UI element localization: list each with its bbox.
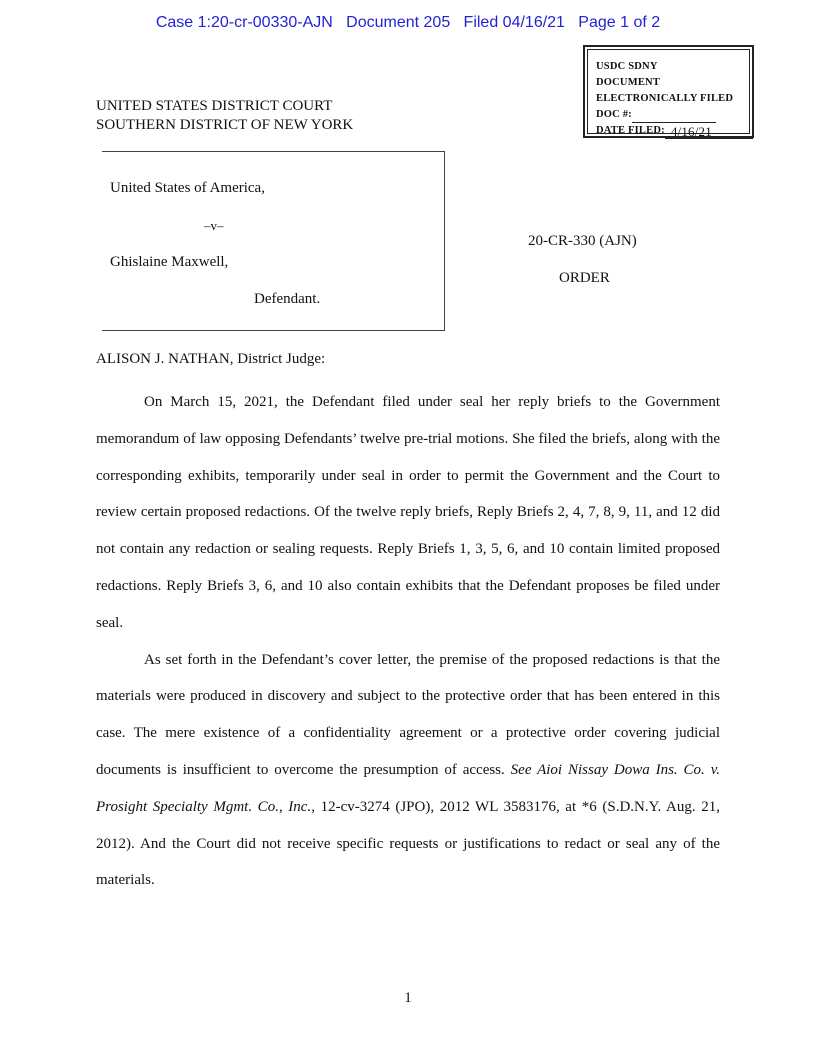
case-number: 20-CR-330 (AJN): [528, 233, 637, 249]
stamp-doc-label: DOC #:: [596, 109, 632, 120]
case-citation: See Aioi Nissay Dowa Ins. Co. v. Prosight Specialty Mgmt. Co., Inc.: [96, 761, 720, 815]
stamp-court-line: USDC SDNY: [596, 61, 658, 72]
stamp-date-label: DATE FILED:: [596, 125, 665, 136]
caption-plaintiff: United States of America,: [110, 180, 265, 196]
caption-defendant-name: Ghislaine Maxwell,: [110, 254, 229, 270]
stamp-electronic-line: ELECTRONICALLY FILED: [596, 93, 734, 104]
court-district-line: SOUTHERN DISTRICT OF NEW YORK: [96, 117, 354, 133]
paragraph-2-text-a: As set forth in the Defendant’s cover letter, the premise of the proposed redactions is that the materials were produced in discovery and subject to the protective order that has been entered in this case. The mere existence of a confidentiality agreement or a protective order covering judicial documents is insufficient to overcome the presumption of access.: [96, 651, 720, 778]
page-number: 1: [404, 990, 412, 1006]
stamp-document-line: DOCUMENT: [596, 77, 661, 88]
stamp-date-value: 4/16/21: [665, 125, 753, 139]
caption-versus: –v–: [204, 218, 224, 233]
document-title: ORDER: [559, 270, 610, 286]
judge-line: ALISON J. NATHAN, District Judge:: [96, 351, 326, 367]
paragraph-1: On March 15, 2021, the Defendant filed under seal her reply briefs to the Government memorandum of law opposing Defendants’ twelve pre-trial motions. She filed the briefs, along with the corresponding exhibits, temporarily under seal in order to permit the Government and the Court to review certain proposed redactions. Of the twelve reply briefs, Reply Briefs 2, 4, 7, 8, 9, 11, and 12 did not contain any redaction or sealing requests. Reply Briefs 1, 3, 5, 6, and 10 contain limited proposed redactions. Reply Briefs 3, 6, and 10 also contain exhibits that the Defendant proposes be filed under seal.: [96, 394, 720, 631]
case-caption-box: [102, 151, 445, 331]
ecf-filing-header: Case 1:20-cr-00330-AJN Document 205 Filed 04/16/21 Page 1 of 2: [155, 14, 661, 31]
caption-defendant-role: Defendant.: [254, 291, 321, 307]
order-body: [96, 384, 720, 899]
court-heading: [96, 97, 353, 135]
court-name-line: UNITED STATES DISTRICT COURT: [96, 98, 333, 114]
filing-stamp: [583, 45, 754, 138]
paragraph-2: [96, 642, 720, 900]
paragraph-2-text-b: , 12-cv-3274 (JPO), 2012 WL 3583176, at *6 (S.D.N.Y. Aug. 21, 2012). And the Court did not receive specific requests or justifications to redact or seal any of the materials.: [96, 798, 721, 889]
